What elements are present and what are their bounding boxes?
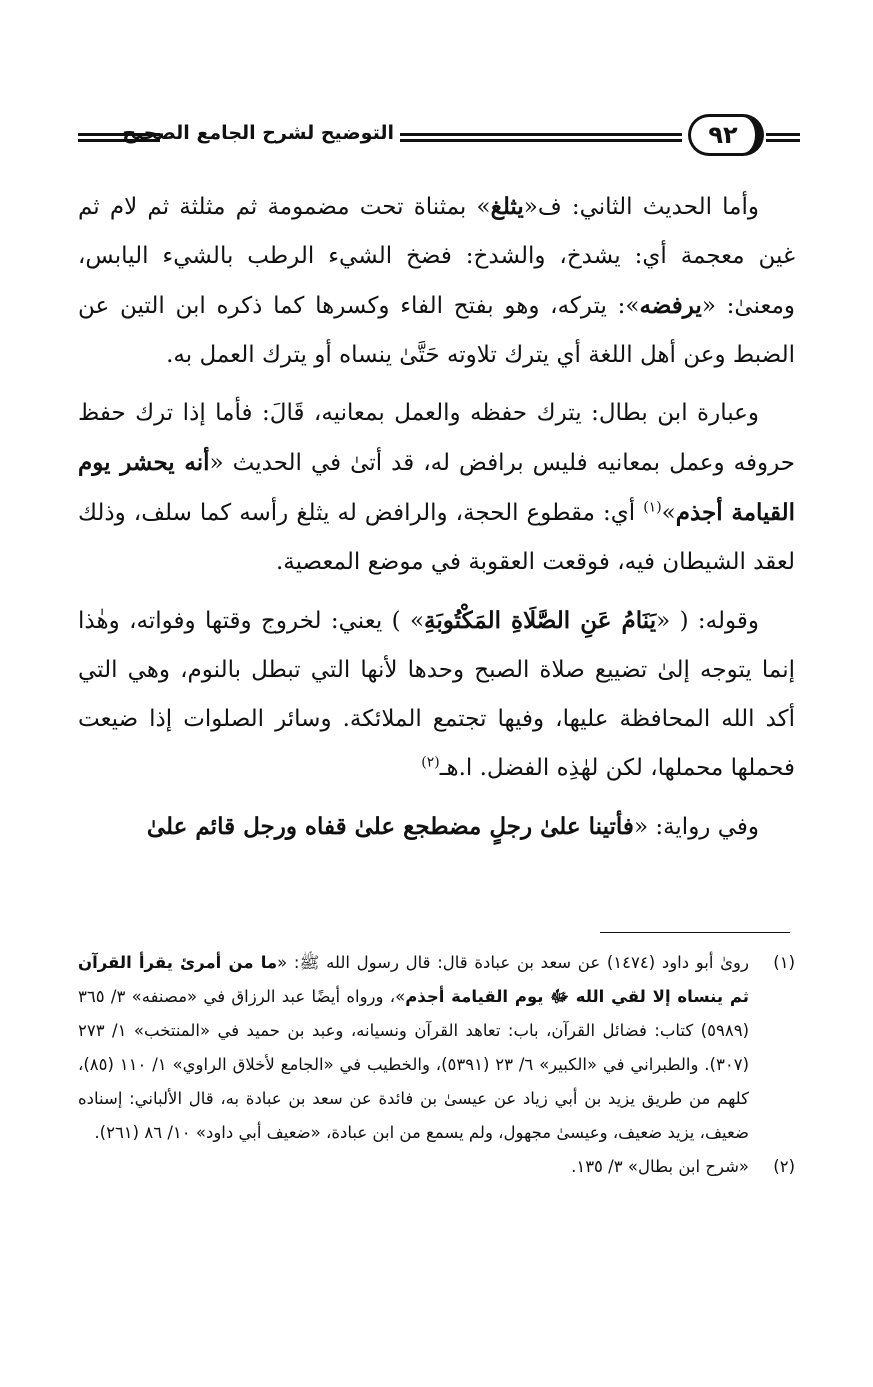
text-run: »: يتركه، وهو بفتح الفاء وكسرها كما ذكره ابن التين عن الضبط وعن أهل اللغة أي يترك تلاوته حَتَّىٰ ينساه أو يترك العمل به. (78, 293, 795, 368)
text-run: وفي رواية: « (633, 814, 759, 840)
text-run: »، ورواه أيضًا عبد الرزاق في «مصنفه» ٣/ ٣٦٥ (٥٩٨٩) كتاب: فضائل القرآن، باب: تعاهد القرآن ونسيانه، وعبد بن حميد في «المنتخب» ١/ ٢٧٣ (٣٠٧). والطبراني في «الكبير» ٦/ ٢٣ (٥٣٩١)، والخطيب في «الجامع لأخلاق الراوي» ١/ ١١٠ (٨٥)، كلهم من طريق يزيد بن أبي زياد عن عيسىٰ بن فائدة عن سعد بن عبادة به، قال الألباني: إسناده ضعيف، يزيد ضعيف، وعيسىٰ مجهول، ولم يسمع من ابن عبادة، «ضعيف أبي داود» ١٠/ ٨٦ (٢٦١). (78, 987, 750, 1142)
text-run: وعبارة ابن بطال: يترك حفظه والعمل بمعانيه، قَالَ: فأما إذا ترك حفظ حروفه وعمل بمعانيه فليس برافض له، قد أتىٰ في الحديث « (78, 400, 795, 476)
footnote-text (78, 946, 749, 1150)
text-run: » بمثناة تحت مضمومة ثم مثلثة ثم لام ثم غين معجمة أي: يشدخ، والشدخ: فضخ الشيء الرطب بالشيء اليابس، ومعنىٰ: « (78, 194, 796, 319)
footnotes (78, 946, 795, 1184)
paragraph-3 (78, 596, 795, 793)
text-run: «شرح ابن بطال» ٣/ ١٣٥. (571, 1157, 749, 1176)
header-rule-right (766, 133, 800, 142)
footnote-ref[interactable]: (٢) (421, 754, 440, 771)
footnote-2 (78, 1150, 795, 1184)
footnote-text (78, 1150, 749, 1184)
paragraph-1 (78, 182, 795, 380)
hadith-quote: أنه يحشر يوم القيامة أجذم (78, 449, 796, 526)
page-number-badge (688, 114, 764, 156)
footnote-number: (٢) (773, 1157, 795, 1176)
footnote-ref[interactable]: (١) (643, 499, 662, 516)
hadith-quote: يَنَامُ عَنِ الصَّلَاةِ المَكْتُوبَةِ (424, 607, 657, 634)
footnote-number: (١) (773, 953, 795, 972)
running-title: التوضيح لشرح الجامع الصحيح (122, 122, 394, 144)
page-number: ٩٢ (708, 121, 738, 149)
bold-term: يرفضه (639, 292, 702, 319)
main-text (78, 182, 795, 852)
hadith-quote: ما من أمرئ يقرأ القرآن ثم ينساه إلا لقي الله ﷻ يوم القيامة أجذم (78, 953, 749, 1006)
text-run: » (661, 500, 676, 526)
footnote-separator (600, 932, 790, 933)
header-rule-middle (400, 133, 682, 142)
paragraph-4 (78, 802, 795, 852)
bold-term: يثلغ (490, 193, 524, 220)
text-run: رویٰ أبو داود (١٤٧٤) عن سعد بن عبادة قال: قال رسول الله ﷺ: « (277, 953, 749, 972)
text-run: وقوله: ( « (656, 608, 759, 634)
hadith-quote: فأتينا علىٰ رجلٍ مضطجع علىٰ قفاه ورجل قائم علىٰ (146, 813, 634, 840)
text-run: أي: مقطوع الحجة، والرافض له يثلغ رأسه كما سلف، وذلك لعقد الشيطان فيه، فوقعت العقوبة في موضع المعصية. (78, 500, 795, 575)
footnote-1 (78, 946, 795, 1150)
text-run: وأما الحديث الثاني: ف« (523, 194, 759, 220)
page-header (78, 112, 800, 162)
text-run: » ) يعني: لخروج وقتها وفواته، وهٰذا إنما يتوجه إلىٰ تضييع صلاة الصبح وحدها لأنها التي تبطل بالنوم، وهي التي أكد الله المحافظة عليها، وفيها تجتمع الملائكة. وسائر الصلوات إذا ضيعت فحملها محملها، لكن لهٰذِه الفضل. ا.هـ (78, 608, 795, 781)
paragraph-2 (78, 389, 795, 587)
